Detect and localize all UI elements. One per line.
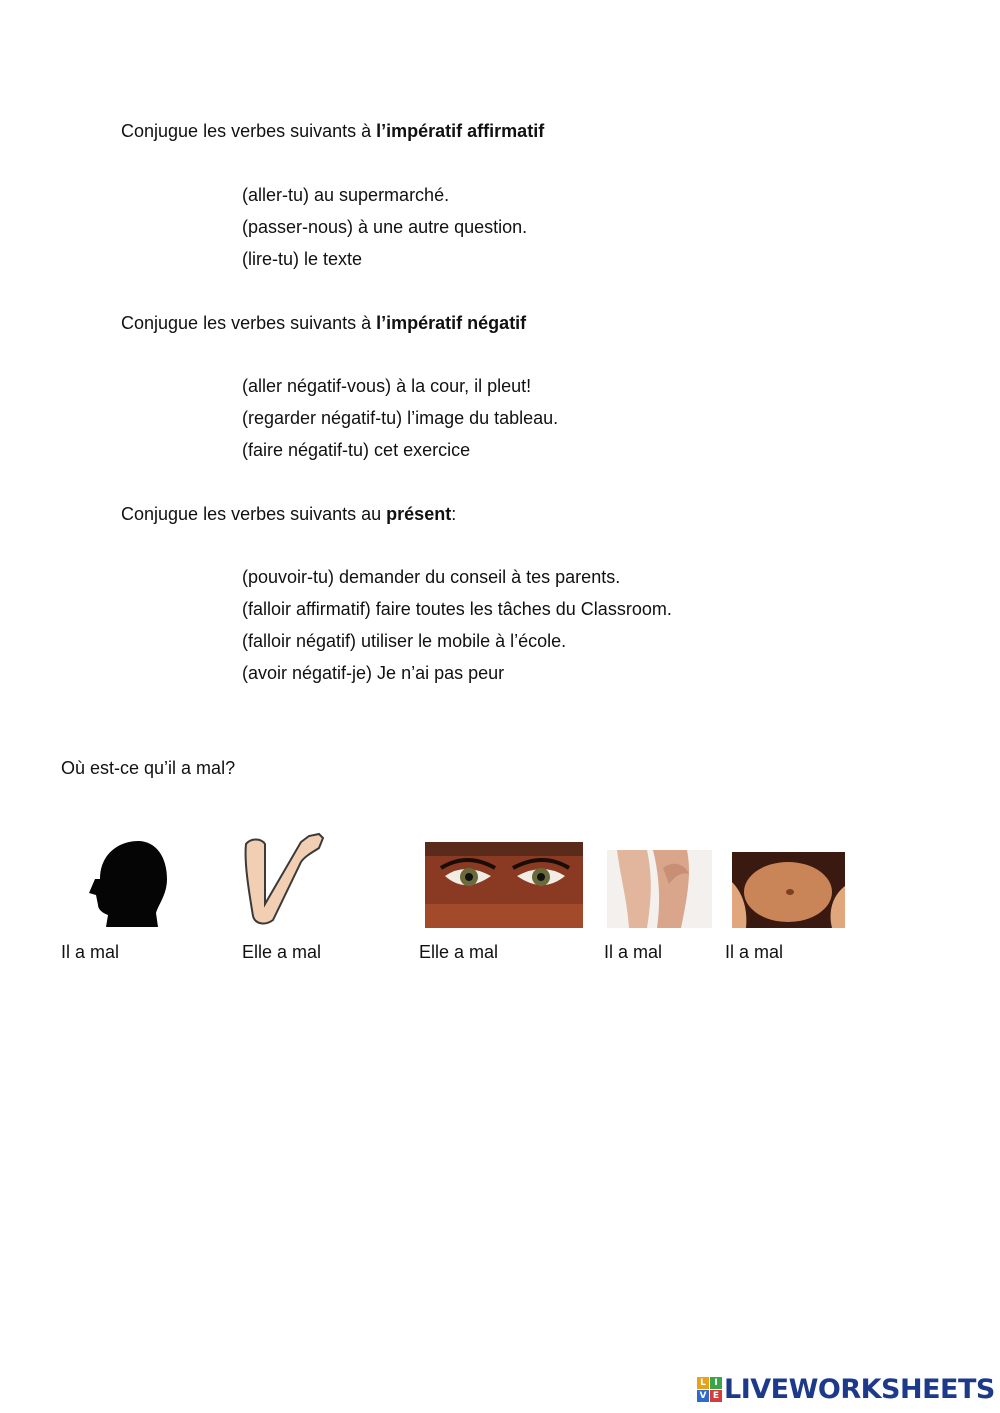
brand-name: LIVEWORKSHEETS (724, 1374, 995, 1405)
exercise-3-item: (avoir négatif-je) Je n’ai pas peur (242, 663, 505, 683)
exercise-3-instruction: Conjugue les verbes suivants au présent: (121, 504, 457, 524)
body-question: Où est-ce qu’il a mal? (61, 758, 236, 778)
exercise-1-item: (passer-nous) à une autre question. (242, 217, 528, 237)
liveworksheets-logo (697, 1374, 995, 1405)
exercise-2-instruction: Conjugue les verbes suivants à l’impératif négatif (121, 313, 527, 333)
arm-elbow-icon (243, 832, 325, 928)
picture-label: Elle a mal (242, 942, 322, 962)
exercise-3-item: (falloir négatif) utiliser le mobile à l’école. (242, 631, 567, 651)
logo-mark-icon: L I V E (697, 1377, 722, 1402)
exercise-3-item: (pouvoir-tu) demander du conseil à tes parents. (242, 567, 621, 587)
eyes-photo (425, 842, 583, 928)
picture-label: Elle a mal (419, 942, 499, 962)
exercise-2-item: (regarder négatif-tu) l’image du tableau. (242, 408, 559, 428)
exercise-1-item: (lire-tu) le texte (242, 249, 363, 269)
head-silhouette-icon (86, 839, 168, 927)
picture-label: Il a mal (604, 942, 663, 962)
exercise-1-instruction: Conjugue les verbes suivants à l’impératif affirmatif (121, 121, 545, 141)
knee-photo (607, 850, 712, 928)
exercise-2-item: (aller négatif-vous) à la cour, il pleut! (242, 376, 532, 396)
exercise-1-item: (aller-tu) au supermarché. (242, 185, 450, 205)
exercise-2-item: (faire négatif-tu) cet exercice (242, 440, 471, 460)
exercise-3-item: (falloir affirmatif) faire toutes les tâches du Classroom. (242, 599, 672, 619)
picture-label: Il a mal (725, 942, 784, 962)
belly-photo (732, 852, 845, 928)
picture-label: Il a mal (61, 942, 120, 962)
